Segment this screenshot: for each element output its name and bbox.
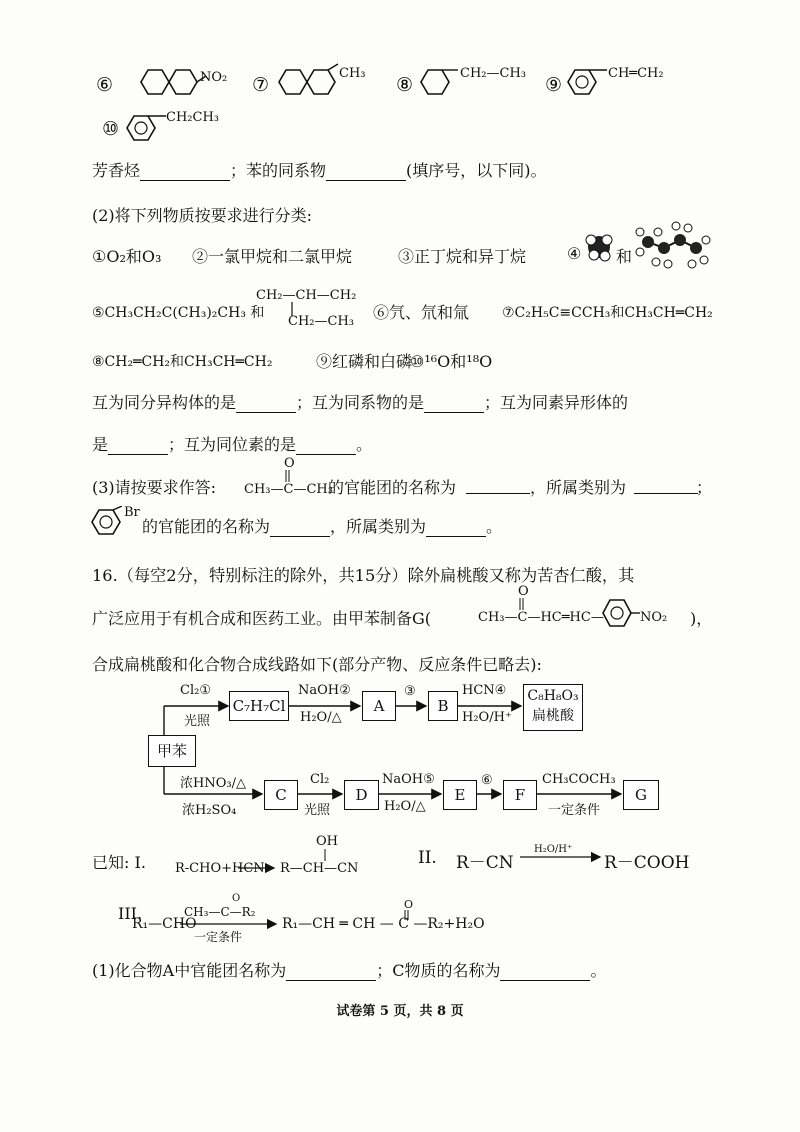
known-iii-condition: 一定条件 [194,930,243,944]
route-step4-bottom: H₂O/H⁺ [462,710,512,725]
mandelic-name: 扁桃酸 [532,708,574,724]
allotrope-label: ；互为同素异形体的 [484,393,629,412]
q2-item-6: ⑥氕、氘和氚 [373,303,470,322]
q3-end: 。 [486,517,503,536]
q2-item-2: ②一氯甲烷和二氯甲烷 [192,247,353,266]
label-8: ⑧ [396,74,414,96]
route-step-s1-top: 浓HNO₃/△ [180,776,246,791]
route-a-box: A [362,691,396,721]
isotope-label: ；互为同位素的是 [168,435,297,454]
q16-1-end: 。 [590,961,607,980]
q2-item-4-and: 和 [616,247,633,266]
acetone-double-bond [282,470,294,482]
q2-answer-line-2 [92,432,372,455]
aromatic-blank[interactable] [140,162,230,181]
label-10: ⑩ [102,118,120,140]
isomer-blank[interactable] [236,394,296,413]
fg1-answer[interactable] [466,475,530,494]
homolog-blank-2[interactable] [424,394,484,413]
q16-line-3: 合成扁桃酸和化合物合成线路如下(部分产物、反应条件已略去): [92,655,542,674]
route-step-s2-bottom: 光照 [304,803,331,818]
route-c-box: C [264,780,298,810]
isomer-label: 互为同分异构体的是 [92,393,237,412]
route-e-box: E [443,780,477,810]
known-ii: II. [418,848,437,868]
known-i-oh: OH [316,834,338,849]
q2-item-5: ⑤CH₃CH₂C(CH₃)₂CH₃ 和 [92,305,265,321]
q16-1-a-label: (1)化合物A中官能团名称为 [92,961,287,980]
route-step4-top: HCN④ [462,683,507,698]
route-step-s5-bottom: 一定条件 [548,803,601,818]
g-benzene-ring [600,596,640,632]
ch3-label: CH₃ [339,66,366,81]
allotrope-shi: 是 [92,435,109,454]
known-iii-lhs: R₁—CHO [132,916,197,932]
g-close: )， [690,609,713,628]
cls1-label: ，所属类别为 [530,478,627,497]
route-b-box: B [428,691,458,721]
q2-item-4: ④ [567,244,582,263]
cls1-blank[interactable] [634,475,698,494]
known-iii: III. [118,904,143,923]
homolog-blank[interactable] [326,162,406,181]
q2-item-10: ⑩¹⁶O和¹⁸O [410,352,493,371]
q16-1-a-blank[interactable] [286,962,376,981]
q3-semi: ； [696,478,713,497]
ethyl-label: CH₂—CH₃ [460,66,526,81]
known-label [92,850,146,873]
q2-item-9: ⑨红磷和白磷 [316,352,413,371]
q2-item-7: ⑦C₂H₅C≡CCH₃和CH₃CH═CH₂ [502,305,713,321]
known-text: 已知: [92,853,130,872]
label-9: ⑨ [545,74,563,96]
known-ii-rhs: R－COOH [604,853,690,873]
homolog-label-2: ；互为同系物的是 [296,393,425,412]
route-c7h7cl-box: C₇H₇Cl [229,691,289,721]
q3-lead: (3)请按要求作答: [92,478,217,497]
allotrope-blank[interactable] [108,436,168,455]
butane-ballstick-model [634,218,712,276]
known-i-bond [322,849,328,861]
known-iii-o-top: O [232,893,241,904]
known-iii-o-rhs: O [404,898,414,911]
route-step-s1-bottom: 浓H₂SO₄ [182,803,237,818]
q16-line-2: 广泛应用于有机合成和医药工业。由甲苯制备G( [92,609,432,628]
g-no2: NO₂ [640,610,668,625]
q2-item-8: ⑧CH₂═CH₂和CH₃CH═CH₂ [92,354,273,370]
ethyl2-label: CH₂CH₃ [166,110,219,125]
q1-tail: (填序号，以下同)。 [406,161,547,180]
q2-answer-line-1 [92,390,628,413]
fg2-blank[interactable] [270,518,330,537]
q1-line [92,158,547,181]
q3-line-2 [142,514,502,537]
route-step2-top: NaOH② [298,683,351,698]
label-6: ⑥ [96,74,114,96]
q2-item-1: ①O₂和O₃ [92,247,162,266]
q2-end: 。 [356,435,373,454]
fg2-label: 的官能团的名称为 [142,517,271,536]
q2-item-3: ③正丁烷和异丁烷 [398,247,527,266]
mandelic-formula: C₈H₈O₃ [527,688,579,704]
acetone-formula: CH₃—C—CH₃ [244,482,333,497]
cls2-blank[interactable] [426,518,486,537]
label-7: ⑦ [252,74,270,96]
known-i: I. [134,853,146,872]
q16-line-1: 16.（每空2分，特别标注的除外，共15分）除外扁桃酸又称为苦杏仁酸，其 [92,566,635,585]
q2-item-5-bottom: CH₂—CH₃ [288,314,354,329]
cls2-label: ，所属类别为 [330,517,427,536]
acetone-o: O [284,456,295,471]
known-ii-lhs: R－CN [456,853,514,873]
q16-1-c-blank[interactable] [500,962,590,981]
homolog-label: ；苯的同系物 [230,161,327,180]
route-step-s3-top: NaOH⑤ [382,772,435,787]
no2-label: NO₂ [200,70,228,85]
aromatic-label: 芳香烃 [92,161,141,180]
br-label: Br [124,505,140,520]
fg1-label: 的官能团的名称为 [328,478,457,497]
known-iii-rhs: R₁—CH ═ CH — C —R₂+H₂O [282,916,485,932]
known-i-lhs: R-CHO+HCN [175,861,265,876]
page-footer: 试卷第 5 页，共 8 页 [336,1004,464,1019]
route-step1-bottom: 光照 [184,714,211,729]
route-step1-top: Cl₂① [180,683,211,698]
route-d-box: D [344,780,379,810]
route-g-box: G [623,780,659,810]
route-toluene-box: 甲苯 [148,735,196,767]
route-step-s3-bottom: H₂O/△ [384,799,426,814]
known-ii-condition: H₂O/H⁺ [534,844,573,855]
route-step-s5-top: CH₃COCH₃ [542,772,616,787]
route-f-box: F [503,780,537,810]
q2-title: (2)将下列物质按要求进行分类: [92,206,313,225]
isotope-blank[interactable] [296,436,356,455]
q2-item-5-top: CH₂—CH—CH₂ [256,288,357,303]
g-formula: CH₃—C—HC═HC— [478,610,604,625]
g-double-bond [516,598,528,610]
route-mandelic-box [523,684,583,731]
q16-1-c-label: ；C物质的名称为 [376,961,501,980]
methane-spacefill-model [584,228,614,268]
route-step-s4-label: ⑥ [481,773,493,788]
route-step2-bottom: H₂O/△ [300,710,342,725]
vinyl-label: CH═CH₂ [608,66,664,81]
q16-1-line [92,958,607,981]
known-i-rhs: R—CH—CN [280,861,359,876]
route-step-s2-top: Cl₂ [310,772,330,787]
route-step3-label: ③ [404,684,416,699]
g-carbonyl-o: O [518,584,529,599]
known-iii-reagent: CH₃—C—R₂ [184,905,256,919]
